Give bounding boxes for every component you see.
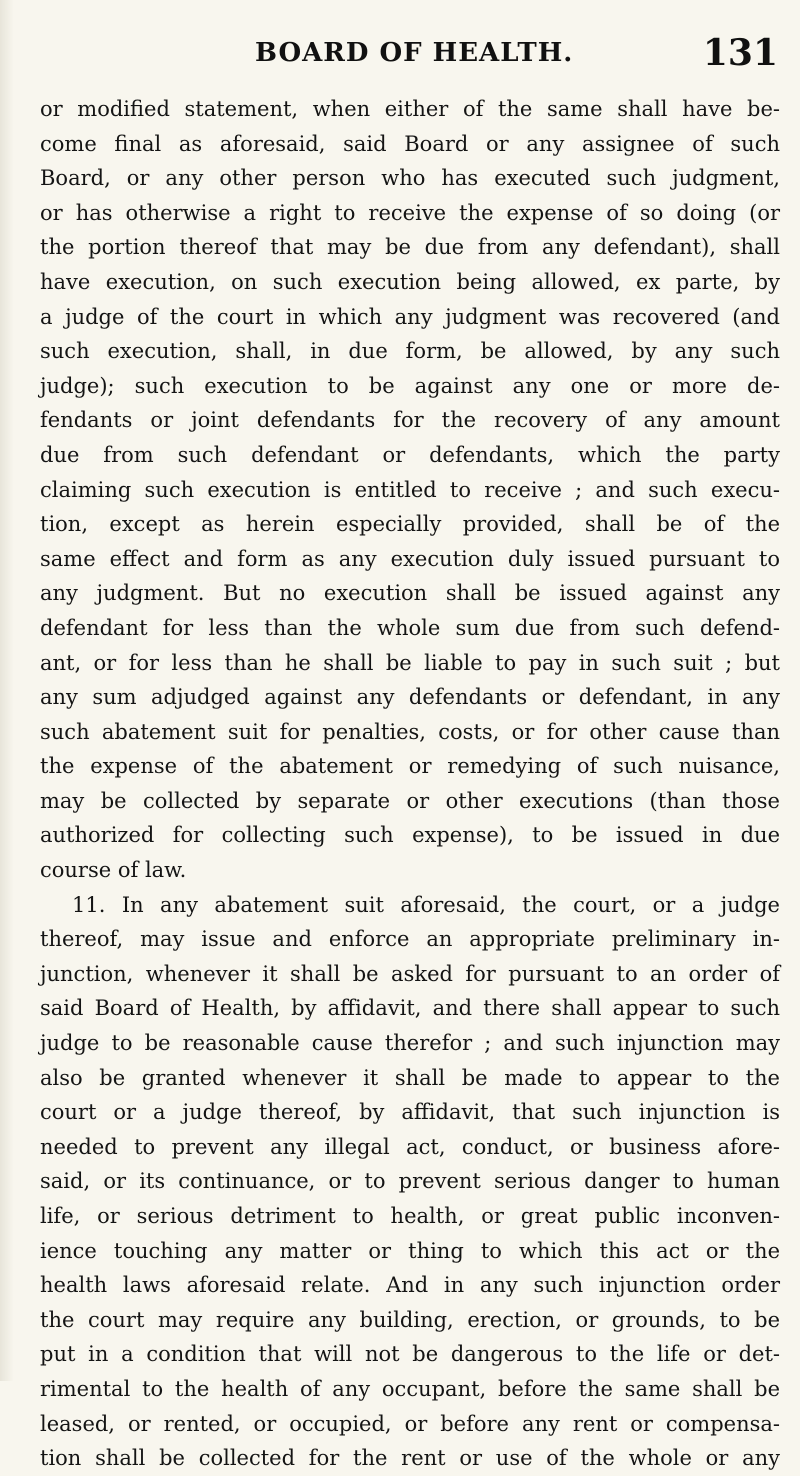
text-line: the expense of the abatement or remedying of such nuisance, bbox=[40, 754, 780, 779]
text-line: or has otherwise a right to receive the expense of so doing (or bbox=[40, 200, 780, 225]
text-line: such execution, shall, in due form, be allowed, by any such bbox=[40, 339, 780, 364]
text-line: come final as aforesaid, said Board or any assignee of such bbox=[40, 131, 780, 156]
running-head bbox=[0, 28, 800, 88]
text-line: due from such defendant or defendants, which the party bbox=[40, 442, 780, 467]
body-text bbox=[40, 92, 780, 1476]
text-line: tion, except as herein especially provided, shall be of the bbox=[40, 512, 780, 537]
text-line: tion shall be collected for the rent or use of the whole or any bbox=[40, 1446, 780, 1471]
text-line: authorized for collecting such expense), to be issued in due bbox=[40, 823, 780, 848]
text-line: same effect and form as any execution duly issued pursuant to bbox=[40, 546, 780, 571]
text-line: Board, or any other person who has executed such judgment, bbox=[40, 166, 780, 191]
text-line: defendant for less than the whole sum due from such defend- bbox=[40, 615, 780, 640]
text-line: rimental to the health of any occupant, before the same shall be bbox=[40, 1376, 780, 1401]
page-edge-shadow bbox=[0, 0, 14, 1381]
text-line: also be granted whenever it shall be made to appear to the bbox=[40, 1065, 780, 1090]
running-title: BOARD OF HEALTH. bbox=[255, 38, 574, 68]
text-line: put in a condition that will not be dangerous to the life or det- bbox=[40, 1342, 780, 1367]
text-line: may be collected by separate or other executions (than those bbox=[40, 788, 780, 813]
text-line: any judgment. But no execution shall be issued against any bbox=[40, 581, 780, 606]
text-line: junction, whenever it shall be asked for pursuant to an order of bbox=[40, 961, 780, 986]
text-line: or modified statement, when either of the same shall have be- bbox=[40, 97, 780, 121]
text-line: the portion thereof that may be due from any defendant), shall bbox=[40, 235, 780, 260]
text-line: judge); such execution to be against any one or more de- bbox=[40, 373, 780, 398]
text-line: court or a judge thereof, by affidavit, that such injunction is bbox=[40, 1100, 780, 1125]
text-line: judge to be reasonable cause therefor ; and such injunction may bbox=[40, 1031, 780, 1056]
text-line: ant, or for less than he shall be liable to pay in such suit ; but bbox=[40, 650, 780, 675]
text-line: any sum adjudged against any defendants or defendant, in any bbox=[40, 685, 780, 710]
text-line: health laws aforesaid relate. And in any such injunction order bbox=[40, 1273, 780, 1298]
text-line: the court may require any building, erection, or grounds, to be bbox=[40, 1307, 780, 1332]
text-line: said, or its continuance, or to prevent serious danger to human bbox=[40, 1169, 780, 1194]
text-line: have execution, on such execution being allowed, ex parte, by bbox=[40, 269, 780, 294]
text-line: fendants or joint defendants for the recovery of any amount bbox=[40, 408, 780, 433]
text-line: said Board of Health, by affidavit, and there shall appear to such bbox=[40, 996, 780, 1021]
text-line: life, or serious detriment to health, or great public inconven- bbox=[40, 1204, 780, 1228]
text-line: claiming such execution is entitled to receive ; and such execu- bbox=[40, 477, 780, 502]
paragraph-end-line: course of law. bbox=[40, 858, 187, 883]
text-line: such abatement suit for penalties, costs, or for other cause than bbox=[40, 719, 780, 744]
section-11-first-line: 11. In any abatement suit aforesaid, the court, or a judge bbox=[72, 892, 780, 917]
text-line: ience touching any matter or thing to which this act or the bbox=[40, 1238, 780, 1263]
text-line: a judge of the court in which any judgment was recovered (and bbox=[40, 304, 780, 329]
page-number: 131 bbox=[702, 32, 778, 74]
text-line: thereof, may issue and enforce an appropriate preliminary in- bbox=[40, 927, 780, 952]
text-line: leased, or rented, or occupied, or before any rent or compensa- bbox=[40, 1411, 780, 1436]
text-line: needed to prevent any illegal act, conduct, or business afore- bbox=[40, 1134, 780, 1159]
